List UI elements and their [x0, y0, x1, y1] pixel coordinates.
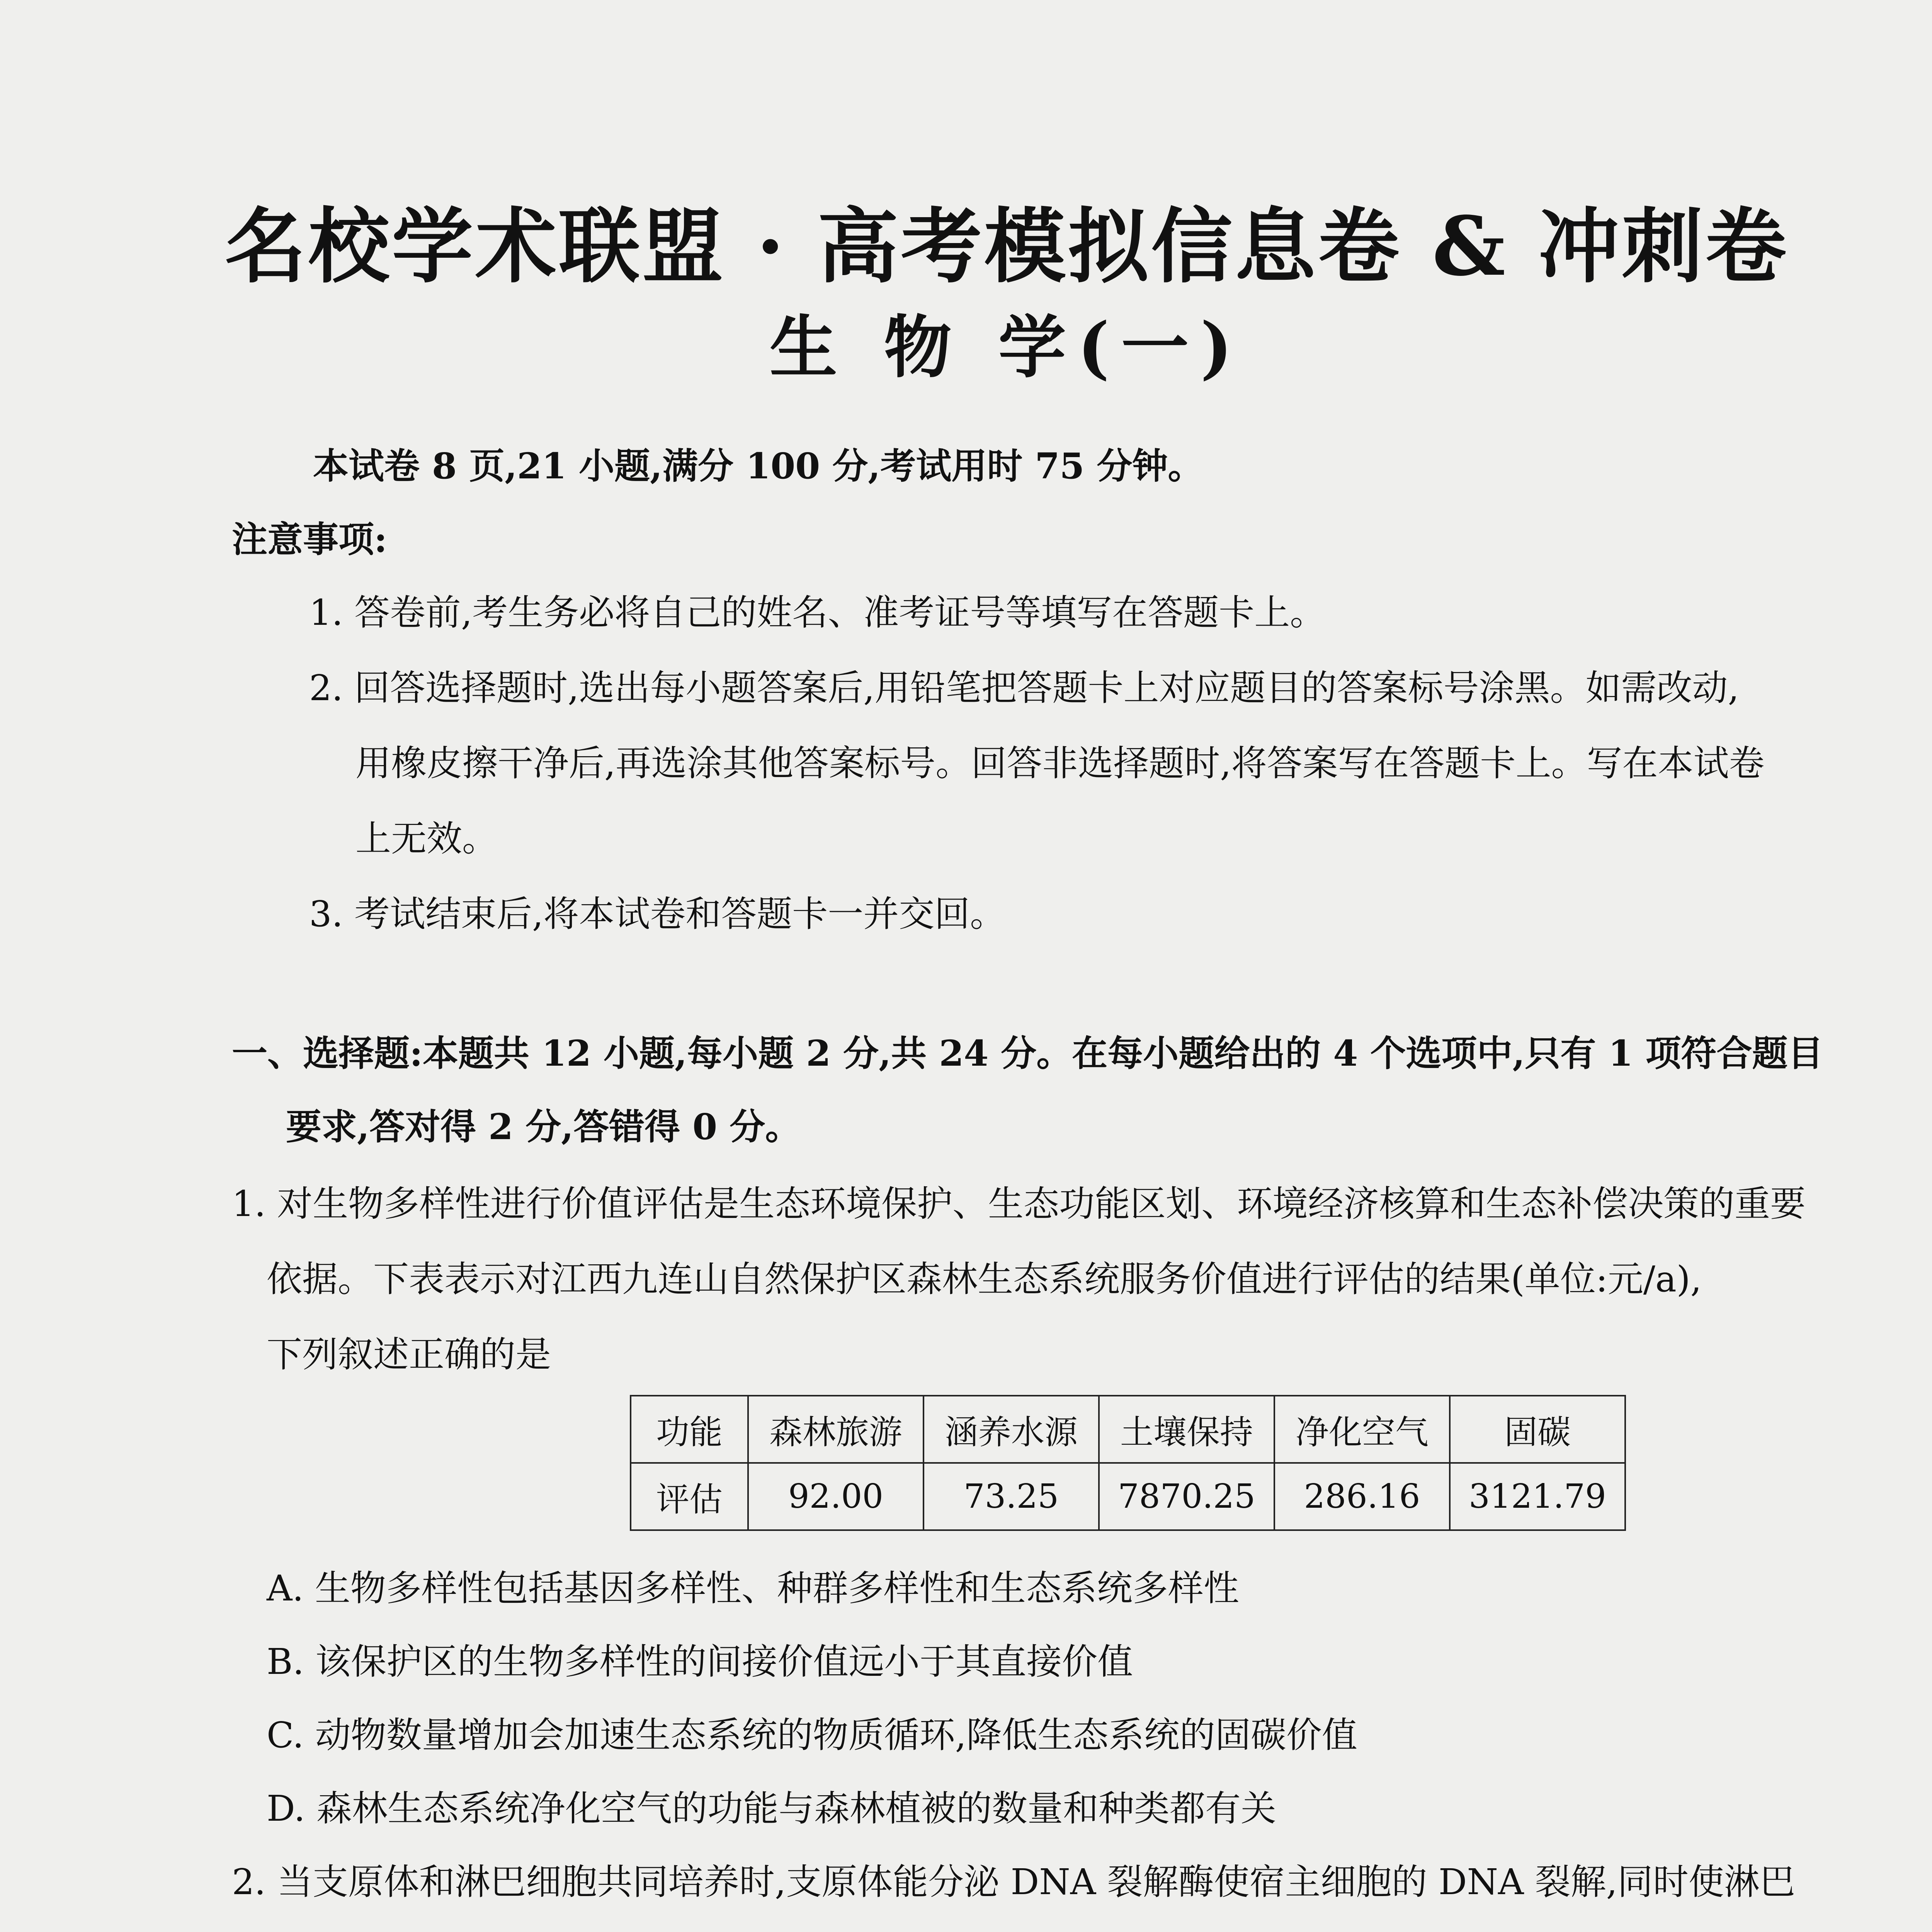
notice-item: 2. 回答选择题时,选出每小题答案后,用铅笔把答题卡上对应题目的答案标号涂黑。如需改动, — [309, 667, 1739, 709]
table-cell: 3121.79 — [1450, 1463, 1625, 1530]
table-cell: 73.25 — [923, 1463, 1099, 1530]
table-header-cell: 涵养水源 — [923, 1396, 1099, 1463]
notice-heading: 注意事项: — [232, 519, 387, 560]
notice-item: 用橡皮擦干净后,再选涂其他答案标号。回答非选择题时,将答案写在答题卡上。写在本试卷 — [355, 743, 1765, 784]
table-row — [631, 1463, 1625, 1530]
table-header-cell: 土壤保持 — [1099, 1396, 1274, 1463]
page-title: 名校学术联盟 · 高考模拟信息卷 & 冲刺卷 — [224, 199, 1789, 294]
section-heading-cont: 要求,答对得 2 分,答错得 0 分。 — [286, 1106, 801, 1148]
question-1-option: D. 森林生态系统净化空气的功能与森林植被的数量和种类都有关 — [267, 1788, 1276, 1829]
table-header-cell: 功能 — [631, 1396, 748, 1463]
notice-item: 上无效。 — [355, 818, 498, 859]
table-cell: 评估 — [631, 1463, 748, 1530]
intro-text: 本试卷 8 页,21 小题,满分 100 分,考试用时 75 分钟。 — [313, 445, 1204, 487]
question-1-stem: 1. 对生物多样性进行价值评估是生态环境保护、生态功能区划、环境经济核算和生态补偿决策的重要 — [232, 1183, 1806, 1225]
question-2-stem: 2. 当支原体和淋巴细胞共同培养时,支原体能分泌 DNA 裂解酶使宿主细胞的 DNA 裂解,同时使淋巴 — [232, 1861, 1795, 1903]
notice-item: 1. 答卷前,考生务必将自己的姓名、准考证号等填写在答题卡上。 — [309, 592, 1326, 633]
question-1-option: A. 生物多样性包括基因多样性、种群多样性和生态系统多样性 — [267, 1568, 1239, 1609]
question-1-option: C. 动物数量增加会加速生态系统的物质循环,降低生态系统的固碳价值 — [267, 1714, 1357, 1756]
table-cell: 7870.25 — [1099, 1463, 1274, 1530]
table-header-cell: 固碳 — [1450, 1396, 1625, 1463]
table-cell: 92.00 — [748, 1463, 923, 1530]
question-1-stem: 下列叙述正确的是 — [267, 1334, 551, 1375]
section-heading: 一、选择题:本题共 12 小题,每小题 2 分,共 24 分。在每小题给出的 4 个选项中,只有 1 项符合题目 — [232, 1032, 1823, 1074]
page-subtitle: 生 物 学(一) — [769, 308, 1244, 387]
table-header-cell: 森林旅游 — [748, 1396, 923, 1463]
notice-item: 3. 考试结束后,将本试卷和答题卡一并交回。 — [309, 893, 1006, 935]
question-1-option: B. 该保护区的生物多样性的间接价值远小于其直接价值 — [267, 1641, 1133, 1682]
evaluation-table — [630, 1395, 1626, 1531]
table-cell: 286.16 — [1274, 1463, 1450, 1530]
table-header-cell: 净化空气 — [1274, 1396, 1450, 1463]
table-row — [631, 1396, 1625, 1463]
question-1-stem: 依据。下表表示对江西九连山自然保护区森林生态系统服务价值进行评估的结果(单位:元/a), — [267, 1259, 1702, 1300]
